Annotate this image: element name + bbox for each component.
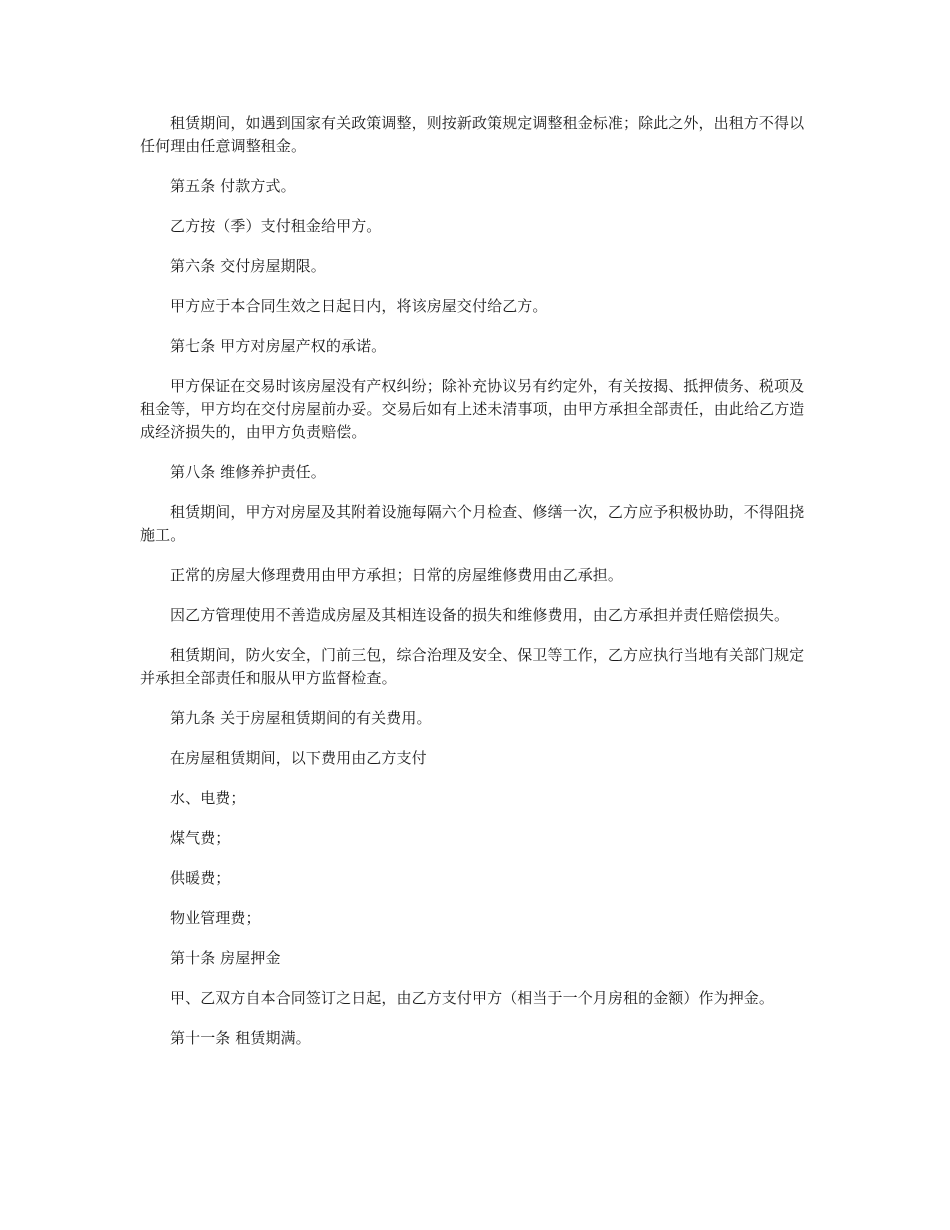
paragraph-property-rights: 甲方保证在交易时该房屋没有产权纠纷；除补充协议另有约定外，有关按揭、抵押债务、税项及租金等，甲方均在交付房屋前办妥。交易后如有上述未清事项，由甲方承担全部责任，由此给乙方造成经济损失的，由甲方负责赔偿。 xyxy=(140,377,805,441)
fee-item-heating: 供暖费； xyxy=(170,869,231,887)
article-7-heading: 第七条 甲方对房屋产权的承诺。 xyxy=(170,337,387,355)
fee-item-gas: 煤气费； xyxy=(170,829,231,847)
paragraph-repair-costs: 正常的房屋大修理费用由甲方承担；日常的房屋维修费用由乙承担。 xyxy=(170,566,624,584)
fee-item-property-management: 物业管理费； xyxy=(170,909,261,927)
paragraph-delivery-period: 甲方应于本合同生效之日起日内，将该房屋交付给乙方。 xyxy=(170,297,548,315)
article-11-heading: 第十一条 租赁期满。 xyxy=(170,1029,311,1047)
paragraph-payment-method: 乙方按（季）支付租金给甲方。 xyxy=(170,217,382,235)
article-9-heading: 第九条 关于房屋租赁期间的有关费用。 xyxy=(170,709,432,727)
article-8-heading: 第八条 维修养护责任。 xyxy=(170,463,326,481)
article-6-heading: 第六条 交付房屋期限。 xyxy=(170,257,326,275)
fee-item-water-electricity: 水、电费； xyxy=(170,789,246,807)
paragraph-rent-adjustment: 租赁期间，如遇到国家有关政策调整，则按新政策规定调整租金标准；除此之外，出租方不得以任何理由任意调整租金。 xyxy=(140,114,805,155)
paragraph-safety-duties: 租赁期间，防火安全，门前三包，综合治理及安全、保卫等工作，乙方应执行当地有关部门规定并承担全部责任和服从甲方监督检查。 xyxy=(140,646,805,687)
article-5-heading: 第五条 付款方式。 xyxy=(170,177,296,195)
paragraph-deposit: 甲、乙双方自本合同签订之日起，由乙方支付甲方（相当于一个月房租的金额）作为押金。 xyxy=(170,989,775,1007)
paragraph-fees-intro: 在房屋租赁期间，以下费用由乙方支付 xyxy=(170,749,427,767)
document-page xyxy=(140,112,812,1067)
paragraph-maintenance-inspection: 租赁期间，甲方对房屋及其附着设施每隔六个月检查、修缮一次，乙方应予积极协助，不得阻挠施工。 xyxy=(140,503,805,544)
article-10-heading: 第十条 房屋押金 xyxy=(170,949,281,967)
paragraph-damage-liability: 因乙方管理使用不善造成房屋及其相连设备的损失和维修费用，由乙方承担并责任赔偿损失。 xyxy=(170,606,790,624)
